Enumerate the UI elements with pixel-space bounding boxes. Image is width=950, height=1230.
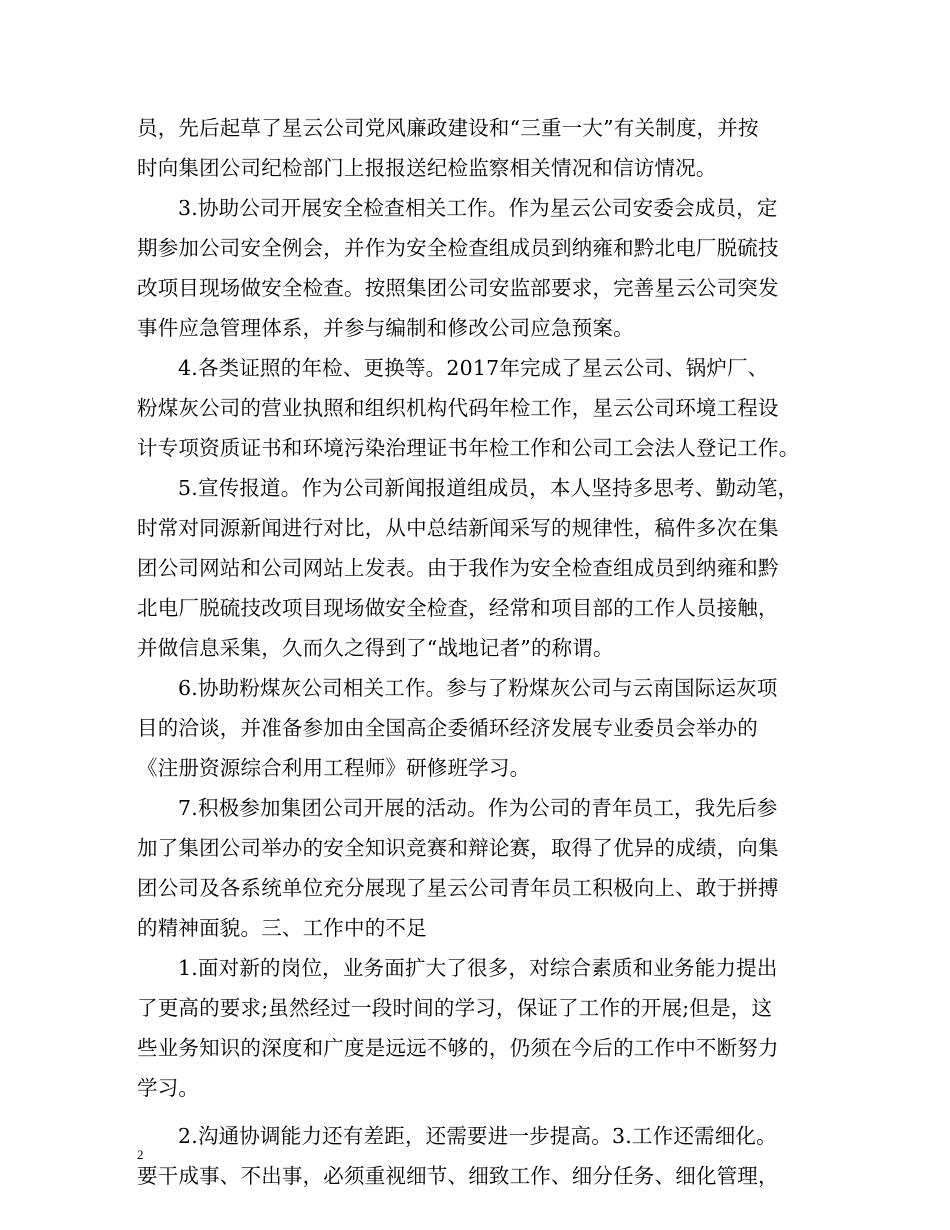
text-line: 事件应急管理体系，并参与编制和修改公司应急预案。 [137,316,634,340]
page-number: 2 [137,1147,144,1162]
paragraph-start-line: 1.面对新的岗位，业务面扩大了很多，对综合素质和业务能力提出 [178,956,778,980]
text-line: 并做信息采集，久而久之得到了“战地记者”的称谓。 [137,636,614,660]
text-line: 北电厂脱硫技改项目现场做安全检查，经常和项目部的工作人员接触， [137,596,779,620]
text-line: 加了集团公司举办的安全知识竞赛和辩论赛，取得了优异的成绩，向集 [137,836,779,860]
paragraph-start-line: 7.积极参加集团公司开展的活动。作为公司的青年员工，我先后参 [178,796,778,820]
text-line: 改项目现场做安全检查。按照集团公司安监部要求，完善星云公司突发 [137,276,779,300]
text-line: 目的洽谈，并准备参加由全国高企委循环经济发展专业委员会举办的 [137,716,758,740]
document-body [137,108,827,1196]
paragraph-start-line: 5.宣传报道。作为公司新闻报道组成员，本人坚持多思考、勤动笔， [178,476,799,500]
text-line: 团公司网站和公司网站上发表。由于我作为安全检查组成员到纳雍和黔 [137,556,779,580]
paragraph-start-line: 6.协助粉煤灰公司相关工作。参与了粉煤灰公司与云南国际运灰项 [178,676,778,700]
text-line: 时向集团公司纪检部门上报报送纪检监察相关情况和信访情况。 [137,156,717,180]
text-line: 员，先后起草了星云公司党风廉政建设和“三重一大”有关制度，并按 [137,116,759,140]
text-line: 时常对同源新闻进行对比，从中总结新闻采写的规律性，稿件多次在集 [137,516,779,540]
paragraph-start-line: 4.各类证照的年检、更换等。2017年完成了星云公司、锅炉厂、 [178,356,769,380]
text-line: 些业务知识的深度和广度是远远不够的，仍须在今后的工作中不断努力 [137,1036,779,1060]
paragraph-start-line: 3.协助公司开展安全检查相关工作。作为星云公司安委会成员，定 [178,196,778,220]
text-line: 期参加公司安全例会，并作为安全检查组成员到纳雍和黔北电厂脱硫技 [137,236,779,260]
paragraph-gap [137,1108,827,1116]
text-line: 《注册资源综合利用工程师》研修班学习。 [137,756,531,780]
paragraph-start-line: 2.沟通协调能力还有差距，还需要进一步提高。3.工作还需细化。 [178,1124,777,1148]
text-line: 了更高的要求;虽然经过一段时间的学习，保证了工作的开展;但是，这 [137,996,773,1020]
text-line: 计专项资质证书和环境污染治理证书年检工作和公司工会法人登记工作。 [137,436,800,460]
text-line: 粉煤灰公司的营业执照和组织机构代码年检工作，星云公司环境工程设 [137,396,779,420]
text-line: 团公司及各系统单位充分展现了星云公司青年员工积极向上、敢于拼搏 [137,876,779,900]
text-line: 要干成事、不出事，必须重视细节、细致工作、细分任务、细化管理， [137,1164,779,1188]
text-line: 的精神面貌。三、工作中的不足 [137,916,427,940]
text-line: 学习。 [137,1076,200,1100]
